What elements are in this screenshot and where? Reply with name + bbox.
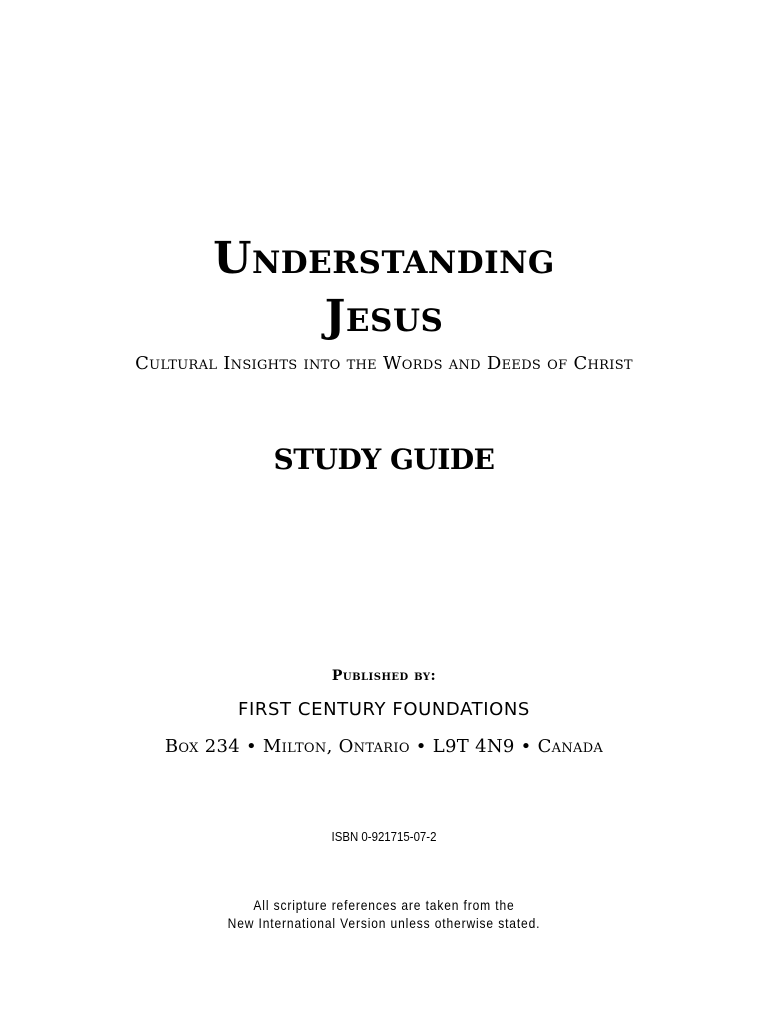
publisher-name: FIRST CENTURY FOUNDATIONS — [238, 699, 530, 720]
published-by-heading: Published by: — [331, 668, 437, 684]
publisher-address: Box 234 • Milton, Ontario • L9T 4N9 • Canada — [164, 736, 604, 757]
isbn-number: ISBN 0-921715-07-2 — [331, 829, 437, 844]
scripture-note-line-1: All scripture references are taken from the — [253, 897, 515, 913]
book-subtitle: Cultural Insights into the Words and Deeds of Christ — [135, 353, 633, 374]
scripture-note-line-2: New International Version unless otherwise stated. — [227, 915, 541, 931]
book-title-line-1: Understanding — [213, 233, 555, 284]
book-title-line-2: Jesus — [324, 291, 444, 342]
study-guide-label: STUDY GUIDE — [273, 443, 495, 476]
